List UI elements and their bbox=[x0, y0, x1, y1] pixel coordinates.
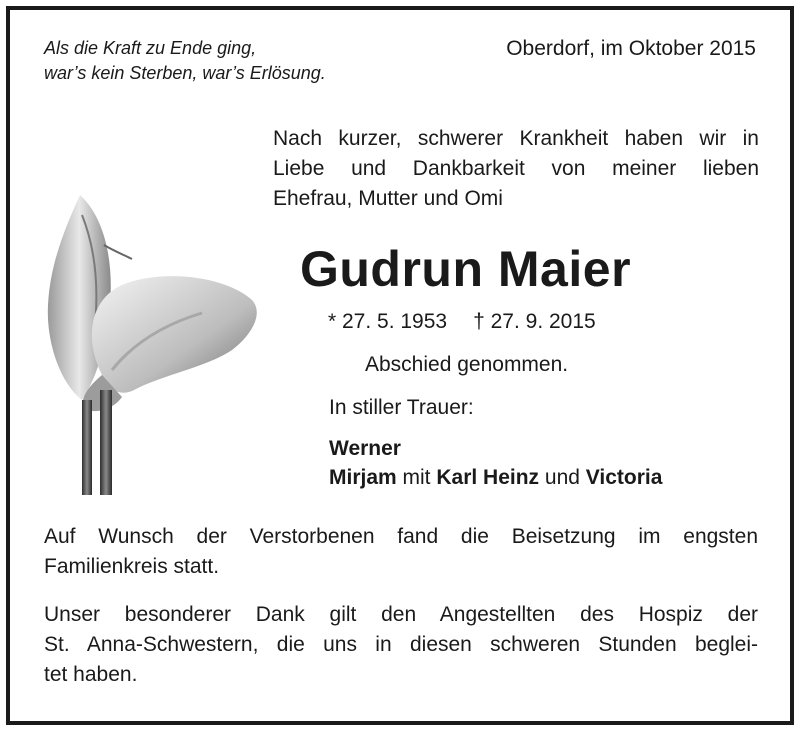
motto bbox=[44, 36, 326, 86]
intro-text bbox=[273, 124, 759, 214]
mourner-karl-heinz: Karl Heinz bbox=[436, 466, 540, 489]
death-date: † 27. 9. 2015 bbox=[473, 310, 596, 333]
thanks-note-line-2: St. Anna-Schwestern, die uns in diesen schweren Stunden beglei- bbox=[44, 633, 758, 656]
life-dates bbox=[328, 309, 596, 335]
mourning-label: In stiller Trauer: bbox=[329, 396, 474, 419]
burial-note-line-2: Familienkreis statt. bbox=[44, 555, 220, 578]
thanks-note bbox=[44, 600, 758, 690]
deceased-name: Gudrun Maier bbox=[300, 241, 632, 297]
mourners-line-2 bbox=[329, 463, 662, 492]
birth-date: * 27. 5. 1953 bbox=[328, 310, 448, 333]
mourner-victoria: Victoria bbox=[585, 466, 663, 489]
motto-line-1: Als die Kraft zu Ende ging, bbox=[44, 38, 257, 58]
burial-note-line-1: Auf Wunsch der Verstorbenen fand die Beisetzung im engsten bbox=[44, 525, 758, 548]
mourners-list bbox=[329, 434, 662, 492]
intro-line-2: Liebe und Dankbarkeit von meiner lieben bbox=[273, 157, 759, 180]
mourner-mirjam: Mirjam bbox=[329, 466, 397, 489]
motto-line-2: war’s kein Sterben, war’s Erlösung. bbox=[44, 63, 326, 83]
farewell-text: Abschied genommen. bbox=[365, 353, 569, 376]
intro-line-3: Ehefrau, Mutter und Omi bbox=[273, 187, 503, 210]
thanks-note-line-3: tet haben. bbox=[44, 663, 138, 686]
intro-line-1: Nach kurzer, schwerer Krankheit haben wir in bbox=[273, 127, 759, 150]
burial-note bbox=[44, 522, 758, 582]
mourner-werner: Werner bbox=[329, 437, 401, 460]
place-date: Oberdorf, im Oktober 2015 bbox=[506, 37, 756, 60]
calla-lily-icon bbox=[42, 185, 262, 495]
connector-und: und bbox=[539, 466, 586, 489]
thanks-note-line-1: Unser besonderer Dank gilt den Angestellten des Hospiz der bbox=[44, 603, 758, 626]
connector-mit: mit bbox=[396, 466, 437, 489]
